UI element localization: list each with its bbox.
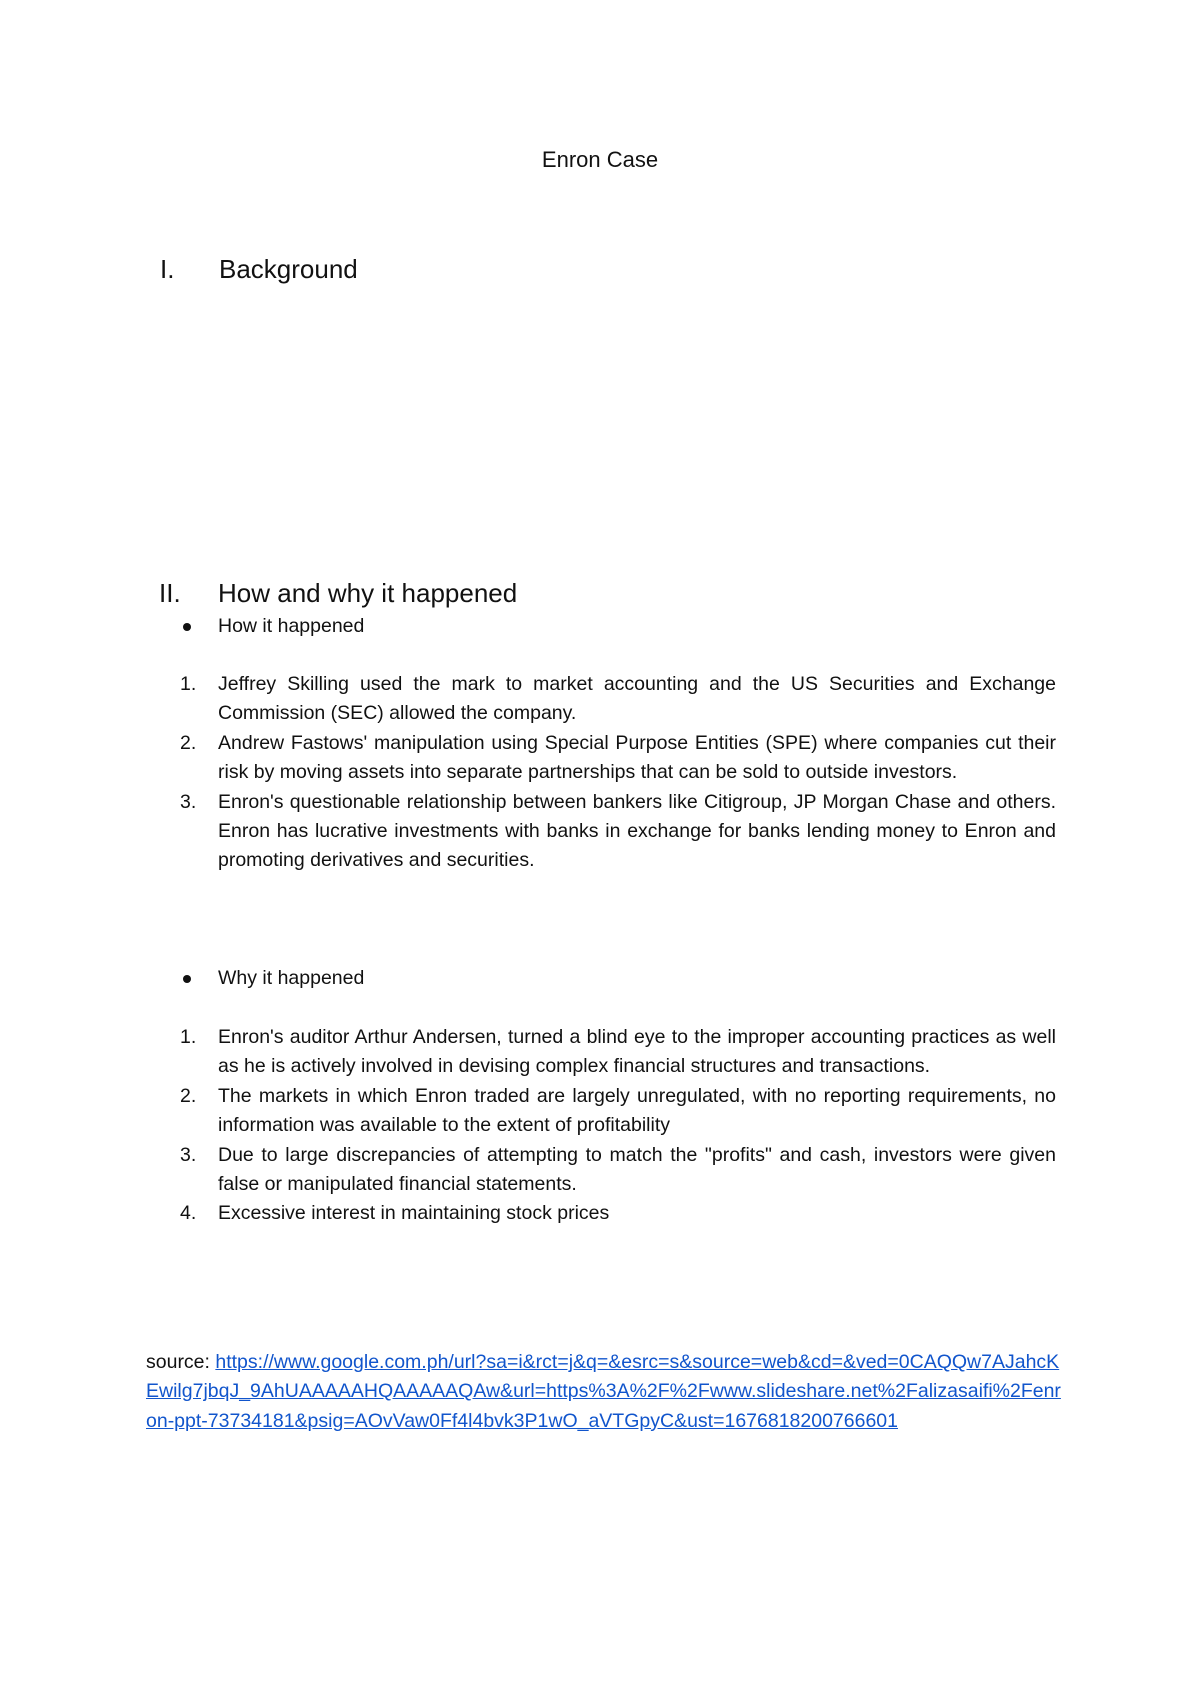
list-item-number: 3. [180,1143,197,1166]
why-it-happened-list [180,1023,1056,1229]
list-item [180,1082,1056,1141]
list-item [180,1141,1056,1200]
list-item-text: Enron's questionable relationship between bankers like Citigroup, JP Morgan Chase and others. Enron has lucrative investments with banks in exchange for banks lending money to Enron and promoting derivatives and securities. [218,790,1056,872]
section-numeral: I. [160,254,175,284]
list-item [180,788,1056,876]
list-item-number: 2. [180,731,197,754]
list-item-text: Excessive interest in maintaining stock prices [218,1202,610,1225]
section-title: Background [219,254,358,284]
list-item-text: Jeffrey Skilling used the mark to market accounting and the US Securities and Exchange Commission (SEC) allowed the company. [218,673,1056,725]
source-label: source: [146,1351,210,1373]
list-item [180,1199,1056,1228]
list-item-number: 4. [180,1202,197,1225]
list-item-text: The markets in which Enron traded are largely unregulated, with no reporting requirements, no information was available to the extent of profitability [218,1084,1056,1137]
section-heading-background [160,254,560,284]
section-numeral: II. [159,578,181,608]
bullet-dot-icon [183,623,191,631]
list-item [180,670,1056,729]
list-item-text: Due to large discrepancies of attempting to match the "profits" and cash, investors were given false or manipulated financial statements. [218,1143,1056,1196]
bullet-label: How it happened [218,615,365,637]
section-heading-how-and-why [160,578,660,608]
list-item [180,1023,1056,1082]
source-link[interactable]: https://www.google.com.ph/url?sa=i&rct=j&q=&esrc=s&source=web&cd=&ved=0CAQQw7AJahcKEwilg7jbqJ_9AhUAAAAAHQAAAAAQAw&url=https%3A%2F%2Fwww.slideshare.net%2Falizasaifi%2Fenron-ppt-73734181&psig=AOvVaw0Ff4l4bvk3P1wO_aVTGpyC&ust=1676818200766601 [146,1351,1061,1432]
source-citation [146,1348,1066,1436]
bullet-dot-icon [183,975,191,983]
list-item-number: 1. [180,673,197,695]
bullet-why-it-happened [183,965,783,991]
how-it-happened-list [180,670,1056,876]
list-item-text: Enron's auditor Arthur Andersen, turned a blind eye to the improper accounting practices as well as he is actively involved in devising complex financial structures and transactions. [218,1026,1056,1078]
list-item-number: 2. [180,1084,197,1107]
list-item [180,729,1056,788]
list-item-text: Andrew Fastows' manipulation using Special Purpose Entities (SPE) where companies cut their risk by moving assets into separate partnerships that can be sold to outside investors. [218,731,1056,784]
bullet-label: Why it happened [218,967,365,989]
bullet-how-it-happened [183,613,783,639]
list-item-number: 3. [180,790,197,813]
document-title: Enron Case [541,147,659,172]
section-title: How and why it happened [218,578,518,608]
list-item-number: 1. [180,1026,197,1048]
